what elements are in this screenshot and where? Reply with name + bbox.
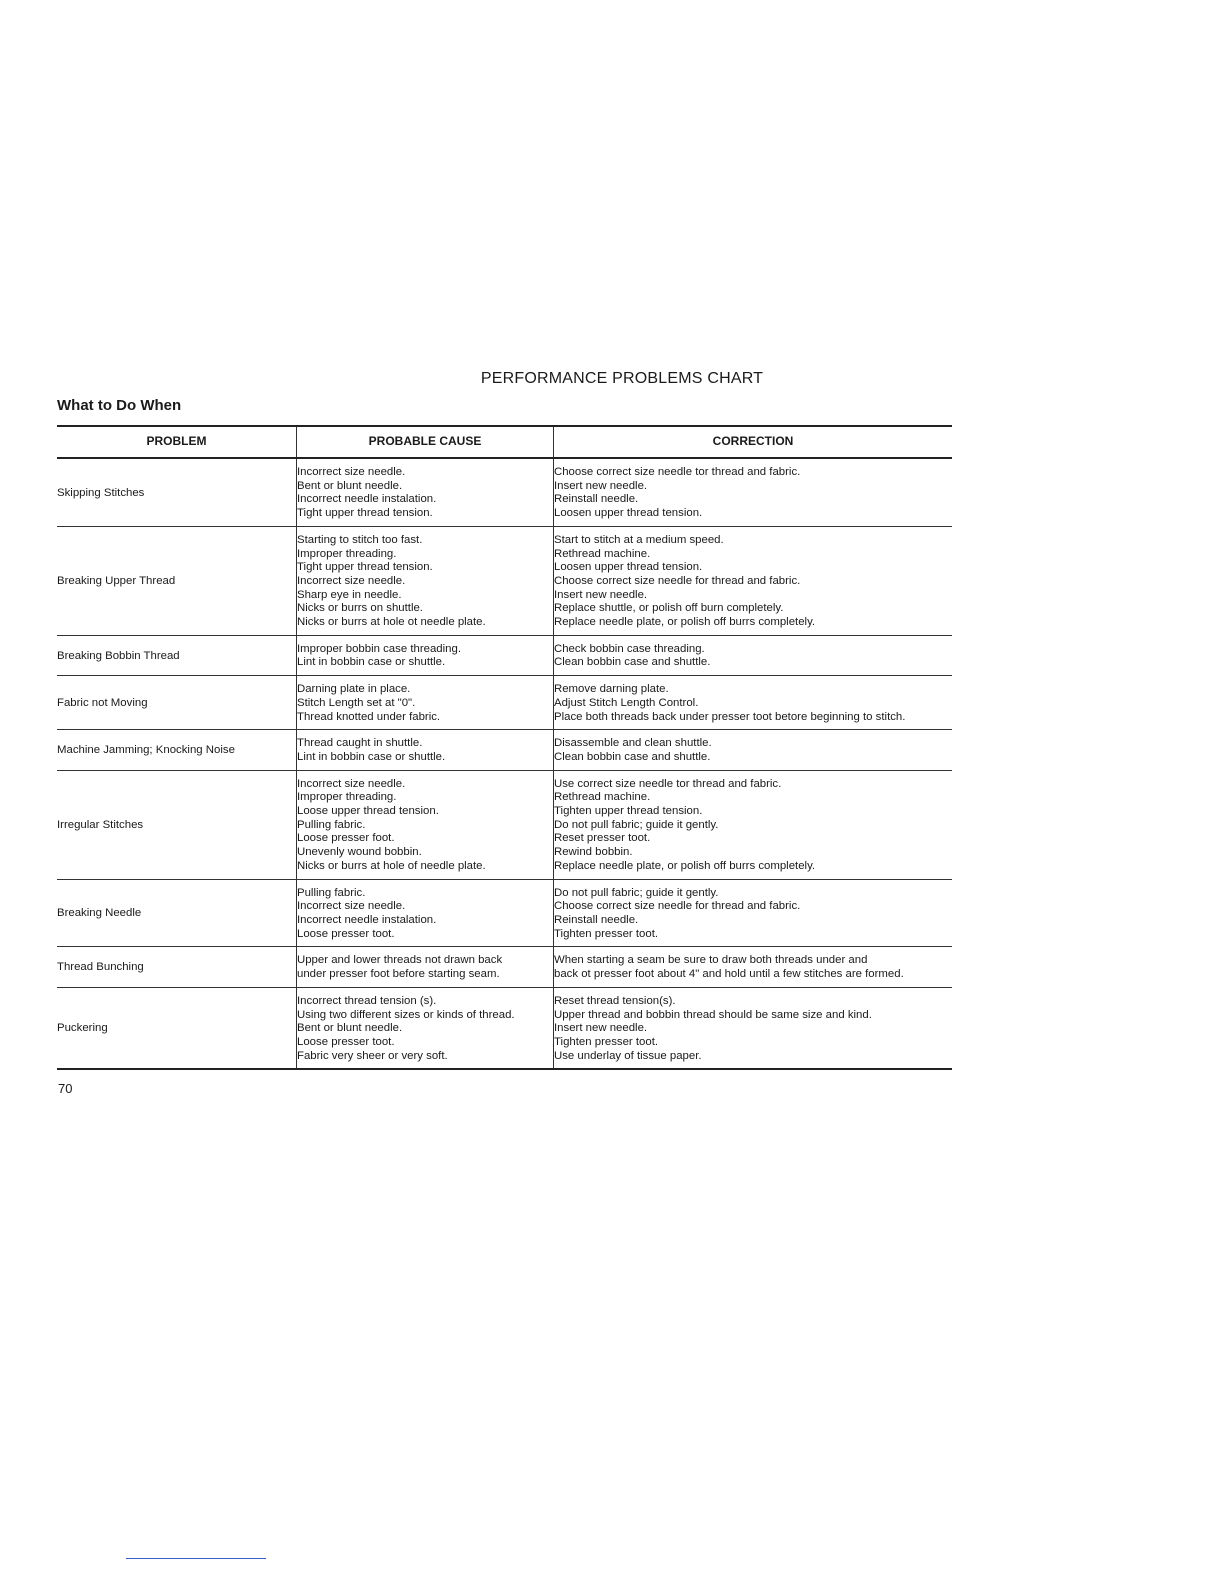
header-probable-cause: PROBABLE CAUSE: [297, 426, 554, 458]
cause-line: Pulling fabric.: [297, 886, 366, 899]
correction-line: Disassemble and clean shuttle.: [554, 737, 712, 750]
cause-line: Nicks or burrs at hole ot needle plate.: [297, 616, 486, 629]
cause-line: Stitch Length set at "0".: [297, 696, 416, 709]
cause-line: Tight upper thread tension.: [297, 561, 433, 574]
table-row: [57, 947, 952, 987]
cause-line: Incorrect needle instalation.: [297, 493, 437, 506]
table-row: [57, 730, 952, 770]
table-row: [57, 879, 952, 947]
correction-line: Tighten presser toot.: [554, 1035, 659, 1048]
table-row: [57, 458, 952, 526]
correction-cell: [554, 947, 953, 987]
table-body: [57, 458, 952, 1069]
cause-line: Incorrect size needle.: [297, 466, 406, 478]
correction-line: Replace needle plate, or polish off burrs completely.: [554, 859, 816, 872]
correction-line: Loosen upper thread tension.: [554, 507, 703, 520]
header-correction: CORRECTION: [554, 426, 953, 458]
correction-line: Do not pull fabric; guide it gently.: [554, 886, 719, 899]
probable-cause-cell: [297, 730, 554, 770]
cause-line: Improper threading.: [297, 547, 397, 560]
cause-line: Incorrect size needle.: [297, 777, 406, 790]
cause-line: under presser foot before starting seam.: [297, 968, 500, 981]
probable-cause-cell: [297, 987, 554, 1069]
probable-cause-cell: [297, 770, 554, 879]
cause-line: Incorrect needle instalation.: [297, 913, 437, 926]
cause-line: Bent or blunt needle.: [297, 1022, 403, 1035]
cause-line: Loose presser toot.: [297, 927, 395, 940]
cause-line: Unevenly wound bobbin.: [297, 846, 422, 859]
correction-line: Tighten upper thread tension.: [554, 805, 703, 818]
cause-line: Loose presser toot.: [297, 1035, 395, 1048]
correction-line: Upper thread and bobbin thread should be same size and kind.: [554, 1008, 872, 1021]
cause-line: Loose presser foot.: [297, 832, 395, 845]
problem-cell: Breaking Bobbin Thread: [57, 635, 297, 675]
correction-cell: [554, 458, 953, 526]
correction-line: Insert new needle.: [554, 479, 648, 492]
correction-line: Use underlay of tissue paper.: [554, 1049, 702, 1062]
cause-line: Improper bobbin case threading.: [297, 642, 462, 655]
correction-line: back ot presser foot about 4" and hold until a few stitches are formed.: [554, 968, 904, 981]
cause-line: Incorrect thread tension (s).: [297, 994, 437, 1007]
cause-line: Starting to stitch too fast.: [297, 533, 423, 546]
table-row: [57, 526, 952, 635]
cause-line: Thread caught in shuttle.: [297, 737, 423, 750]
problem-cell: Skipping Stitches: [57, 458, 297, 526]
problem-cell: Breaking Upper Thread: [57, 526, 297, 635]
table-row: [57, 676, 952, 730]
correction-line: Choose correct size needle for thread and fabric.: [554, 574, 801, 587]
cause-line: Upper and lower threads not drawn back: [297, 954, 503, 967]
header-problem: PROBLEM: [57, 426, 297, 458]
correction-line: Rethread machine.: [554, 547, 651, 560]
table-row: [57, 770, 952, 879]
probable-cause-cell: [297, 635, 554, 675]
problem-cell: Irregular Stitches: [57, 770, 297, 879]
problem-cell: Puckering: [57, 987, 297, 1069]
correction-line: Rethread machine.: [554, 791, 651, 804]
correction-line: Replace shuttle, or polish off burn completely.: [554, 602, 784, 615]
problem-cell: Machine Jamming; Knocking Noise: [57, 730, 297, 770]
correction-line: Remove darning plate.: [554, 683, 669, 696]
probable-cause-cell: [297, 676, 554, 730]
table-header-row: [57, 426, 952, 458]
correction-cell: [554, 879, 953, 947]
probable-cause-cell: [297, 879, 554, 947]
correction-cell: [554, 987, 953, 1069]
probable-cause-cell: [297, 458, 554, 526]
correction-line: Reinstall needle.: [554, 493, 639, 506]
correction-line: Choose correct size needle for thread and fabric.: [554, 900, 801, 913]
correction-line: Reset presser toot.: [554, 832, 651, 845]
correction-line: Insert new needle.: [554, 588, 648, 601]
correction-line: Tighten presser toot.: [554, 927, 659, 940]
correction-line: Rewind bobbin.: [554, 846, 633, 859]
cause-line: Lint in bobbin case or shuttle.: [297, 750, 446, 763]
correction-cell: [554, 635, 953, 675]
cause-line: Loose upper thread tension.: [297, 805, 439, 818]
cause-line: Using two different sizes or kinds of thread.: [297, 1008, 515, 1021]
cause-line: Improper threading.: [297, 791, 397, 804]
correction-line: Reinstall needle.: [554, 913, 639, 926]
correction-cell: [554, 770, 953, 879]
cause-line: Sharp eye in needle.: [297, 588, 402, 601]
problem-cell: Breaking Needle: [57, 879, 297, 947]
cause-line: Incorrect size needle.: [297, 900, 406, 913]
correction-line: Reset thread tension(s).: [554, 994, 676, 1007]
cause-line: Nicks or burrs at hole of needle plate.: [297, 859, 486, 872]
probable-cause-cell: [297, 526, 554, 635]
correction-line: Adjust Stitch Length Control.: [554, 696, 699, 709]
cause-line: Incorrect size needle.: [297, 574, 406, 587]
cause-line: Bent or blunt needle.: [297, 479, 403, 492]
page-title: PERFORMANCE PROBLEMS CHART: [480, 370, 764, 387]
cause-line: Thread knotted under fabric.: [297, 710, 441, 723]
cause-line: Darning plate in place.: [297, 683, 411, 696]
probable-cause-cell: [297, 947, 554, 987]
cause-line: Lint in bobbin case or shuttle.: [297, 656, 446, 669]
correction-line: Start to stitch at a medium speed.: [554, 533, 724, 546]
table-row: [57, 987, 952, 1069]
correction-line: Insert new needle.: [554, 1022, 648, 1035]
correction-line: Replace needle plate, or polish off burrs completely.: [554, 616, 816, 629]
correction-line: Clean bobbin case and shuttle.: [554, 656, 711, 669]
correction-line: When starting a seam be sure to draw both threads under and: [554, 954, 868, 967]
problem-cell: Thread Bunching: [57, 947, 297, 987]
correction-line: Choose correct size needle tor thread and fabric.: [554, 466, 801, 478]
correction-cell: [554, 730, 953, 770]
correction-line: Place both threads back under presser toot betore beginning to stitch.: [554, 710, 906, 723]
page-number: 70: [58, 1081, 73, 1096]
table-row: [57, 635, 952, 675]
correction-cell: [554, 676, 953, 730]
correction-line: Use correct size needle tor thread and fabric.: [554, 777, 782, 790]
cause-line: Nicks or burrs on shuttle.: [297, 602, 423, 615]
correction-line: Do not pull fabric; guide it gently.: [554, 818, 719, 831]
performance-problems-table: [57, 425, 952, 1070]
correction-cell: [554, 526, 953, 635]
cause-line: Tight upper thread tension.: [297, 507, 433, 520]
footer-divider: [126, 1558, 266, 1559]
correction-line: Loosen upper thread tension.: [554, 561, 703, 574]
correction-line: Check bobbin case threading.: [554, 642, 705, 655]
section-subtitle: What to Do When: [57, 397, 182, 414]
correction-line: Clean bobbin case and shuttle.: [554, 750, 711, 763]
problem-cell: Fabric not Moving: [57, 676, 297, 730]
cause-line: Fabric very sheer or very soft.: [297, 1049, 448, 1062]
cause-line: Pulling fabric.: [297, 818, 366, 831]
